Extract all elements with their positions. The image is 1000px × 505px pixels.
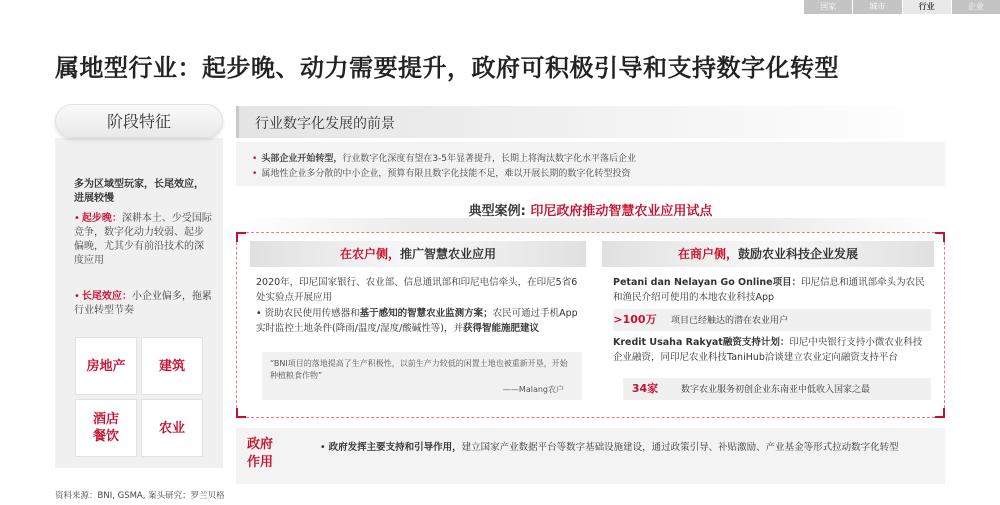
- stat-startups: [623, 378, 931, 400]
- stat-text: 数字农业服务初创企业东南亚中低收入国家之最: [681, 385, 871, 395]
- government-panel: [236, 428, 945, 484]
- merchant-header-rest: 鼓励农业科技企业发展: [738, 247, 859, 261]
- industry-hospitality: 酒店 餐饮: [75, 399, 137, 457]
- industry-construction: 建筑: [141, 337, 203, 395]
- farmer-bullet-a: 资助农民使用传感器和: [264, 308, 360, 319]
- merchant-header-red: 在商户侧，: [677, 247, 738, 261]
- bullet-text: 小企业偏多，拖累行业转型节奏: [74, 291, 212, 316]
- stat-value: 34家: [631, 382, 659, 395]
- item-bold: Petani dan Nelayan Go Online项目：: [613, 277, 802, 288]
- farmer-bullet-bold2: 获得智能施肥建议: [463, 322, 540, 334]
- item-text: 印尼信息和通讯部牵头为农民和渔民介绍可使用的本地农业科技App: [613, 277, 925, 303]
- industry-real-estate: 房地产: [75, 337, 137, 395]
- prospect-bullet-2: [252, 166, 630, 179]
- case-title-bar: [236, 218, 945, 232]
- stage-intro: 多为区域型玩家，长尾效应，进展较慢: [74, 179, 204, 204]
- source-footnote: 资料来源：BNI, GSMA, 案头研究；罗兰贝格: [55, 491, 225, 501]
- bullet-label: 起步晚：: [81, 213, 122, 224]
- tab-city[interactable]: 城市: [852, 0, 901, 14]
- frame-corner: [236, 408, 246, 418]
- industry-agriculture: 农业: [141, 399, 203, 457]
- frame-corner: [236, 232, 246, 242]
- farmer-bullet: [256, 307, 584, 336]
- bullet-bold: 头部企业开始转型，: [261, 154, 343, 164]
- bullet-text: 深耕本土、少受国际竞争，数字化动力较弱、起步偏晚，尤其少有前沿技术的深度应用: [74, 213, 212, 266]
- bullet-dot: •: [74, 213, 80, 224]
- page-title: 属地型行业：起步晚、动力需要提升，政府可积极引导和支持数字化转型: [55, 54, 839, 82]
- bullet-dot: •: [74, 291, 80, 302]
- government-text: [320, 440, 920, 456]
- tab-country[interactable]: 国家: [803, 0, 852, 14]
- prospect-header-label: 行业数字化发展的前景: [255, 116, 395, 132]
- farmer-bullet-b: 农民可通过手机App实时监控土地条件(降雨/温度/湿度/酸碱性等)，并: [256, 308, 578, 334]
- case-title-prefix: 典型案例:: [468, 204, 531, 219]
- bullet-dot: •: [320, 442, 329, 453]
- farmer-header-rest: 推广智慧农业应用: [400, 247, 497, 261]
- tab-enterprise[interactable]: 企业: [951, 0, 1000, 14]
- quote-source: ——Malang农户: [502, 385, 564, 394]
- merchant-item-2: [613, 336, 931, 365]
- quote-text: “BNI项目的落地提高了生产积极性，以前生产力较低的闲置土地也被重新开垦，开始种植粮食作物”: [270, 359, 568, 380]
- government-label: 政府 作用: [246, 437, 273, 470]
- frame-corner: [935, 408, 945, 418]
- farmer-side-header: [250, 241, 586, 267]
- bullet-text: 属地性企业多分散的中小企业，预算有限且数字化技能不足，难以开展长期的数字化转型投资: [261, 169, 631, 179]
- government-bold: 政府发挥主要支持和引导作用，: [328, 442, 462, 453]
- item-text: 印尼中央银行支持小微农业科技企业融资，同印尼农业科技TaniHub洽谈建立农业定向融资支持平台: [613, 337, 923, 363]
- case-title-main: 印尼政府推动智慧农业应用试点: [530, 204, 713, 219]
- stat-reach: [613, 309, 931, 331]
- stage-header: 阶段特征: [55, 104, 223, 138]
- farmer-header-red: 在农户侧，: [339, 247, 400, 261]
- item-bold: Kredit Usaha Rakyat融资支持计划：: [613, 337, 790, 348]
- farmer-bullet-bold: 基于感知的智慧农业监测方案；: [359, 308, 493, 319]
- farmer-quote: [262, 352, 582, 400]
- frame-corner: [935, 232, 945, 242]
- case-title: [236, 200, 945, 219]
- bullet-text: 行业数字化深度有望在3-5年显著提升，长期上将淘汰数字化水平落后企业: [342, 154, 637, 164]
- bullet-dot: •: [252, 154, 258, 164]
- stage-bullet-long-tail: [74, 290, 212, 318]
- stat-value: >100万: [613, 313, 657, 326]
- merchant-item-1: [613, 276, 931, 305]
- bullet-dot: •: [252, 169, 258, 179]
- tab-industry[interactable]: 行业: [902, 0, 951, 14]
- farmer-paragraph: 2020年，印尼国家银行、农业部、信息通讯部和印尼电信牵头，在印尼5省6处实验点开展应用: [256, 277, 578, 303]
- merchant-side-header: [602, 241, 934, 267]
- prospect-bullet-1: [252, 151, 636, 164]
- government-body: 建立国家产业数据平台等数字基础设施建设，通过政策引导、补贴激励、产业基金等形式拉动数字化转型: [461, 442, 899, 453]
- bullet-dot: •: [256, 308, 265, 319]
- stat-text: 项目已经触达的潜在农业用户: [671, 316, 789, 326]
- prospect-header: [236, 106, 945, 138]
- bullet-label: 长尾效应：: [81, 291, 132, 302]
- top-nav: [803, 0, 1000, 14]
- prospect-panel: [236, 142, 945, 186]
- stage-bullet-late-start: [74, 212, 212, 268]
